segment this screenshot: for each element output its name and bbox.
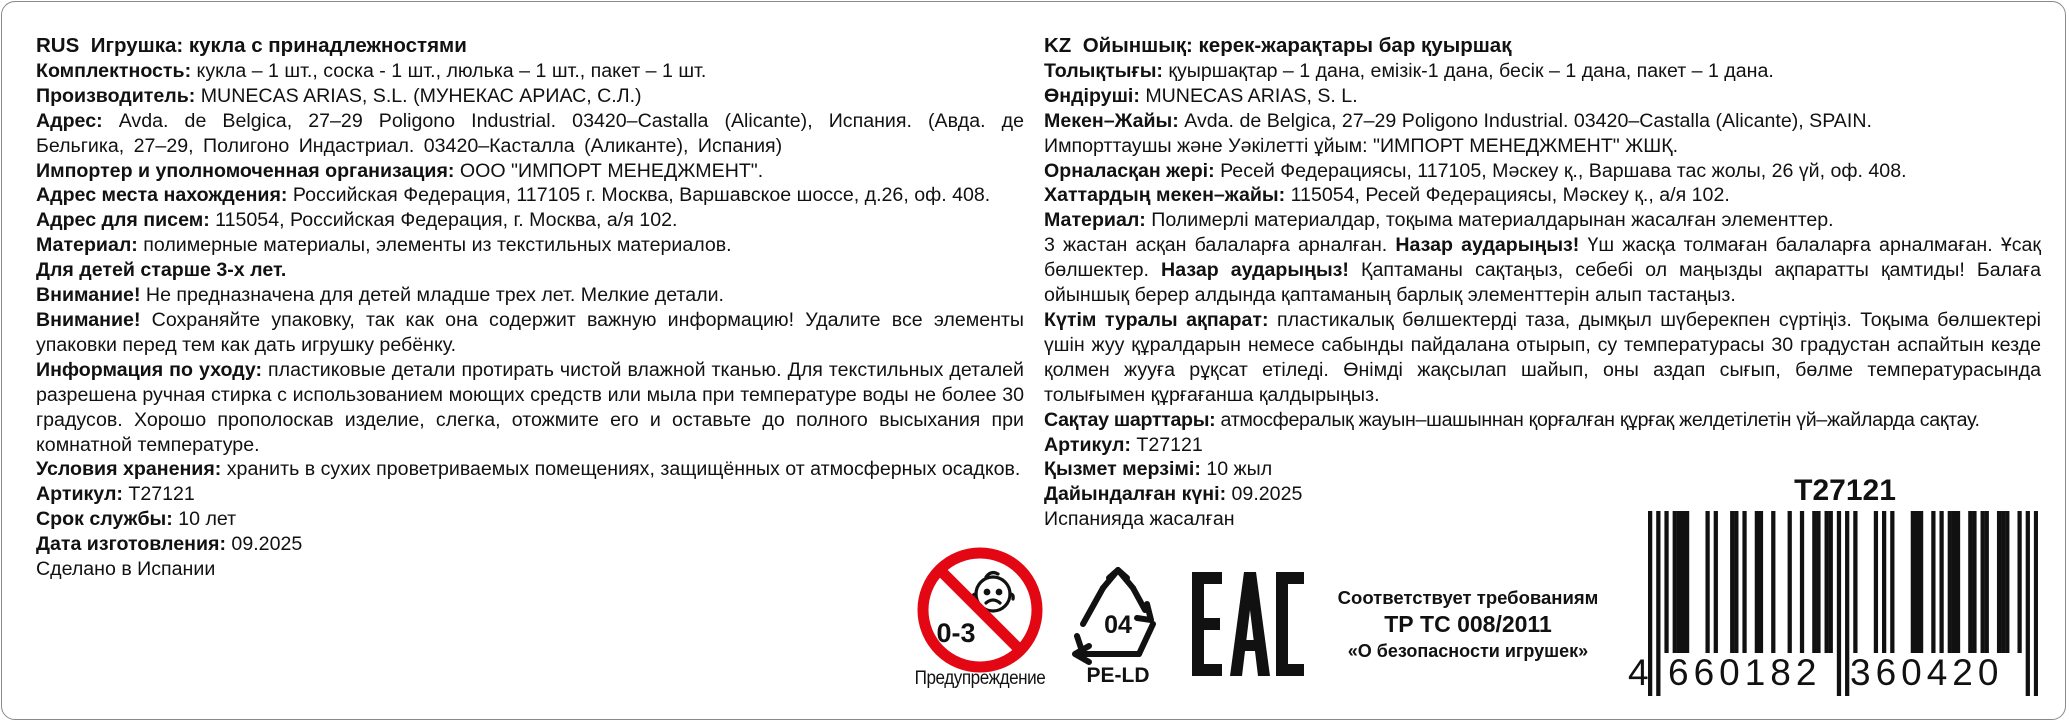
rus-location: Адрес места нахождения: Российская Федерация, 117105 г. Москва, Варшавское шоссе, д.26, оф. 408. <box>36 184 991 207</box>
conformity-line-3: «О безопасности игрушек» <box>1347 641 1589 661</box>
rus-age: Для детей старше 3-х лет. <box>36 259 287 282</box>
rus-importer: Импортер и уполномоченная организация: ООО "ИМПОРТ МЕНЕДЖМЕНТ". <box>36 159 764 182</box>
rus-date: Дата изготовления: 09.2025 <box>36 533 303 556</box>
barcode-bar <box>1915 511 1919 653</box>
barcode-bar <box>1956 511 1960 653</box>
rus-title: RUS Игрушка: кукла с принадлежностями <box>36 34 467 57</box>
barcode-bar <box>1874 511 1878 653</box>
recycle-material-label: PE-LD <box>1086 664 1150 687</box>
warning-label: Предупреждение <box>914 668 1046 689</box>
barcode-bar <box>1911 511 1915 653</box>
rus-storage: Условия хранения: хранить в сухих проветриваемых помещениях, защищённых от атмосферных осадков. <box>36 458 1021 481</box>
kz-storage: Сақтау шарттары: атмосфералық жауын–шашыннан қорғалған құрғақ желдетілетін үй–жайларда сақтау. <box>1044 408 1980 431</box>
barcode-bar <box>1882 511 1886 653</box>
barcode-digits-left: 660182 <box>1668 652 1822 693</box>
kz-importer: Импорттаушы және Уәкілетті ұйым: "ИМПОРТ МЕНЕДЖМЕНТ" ЖШҚ. <box>1044 134 1679 157</box>
barcode-bar <box>1734 511 1738 653</box>
barcode-bar <box>1677 511 1681 653</box>
rus-warning-1: Внимание! Не предназначена для детей младше трех лет. Мелкие детали. <box>36 284 724 307</box>
rus-address: Адрес: Avda. de Belgica, 27–29 Poligono Industrial. 03420–Castalla (Alicante), Испания. (Авда. де Бельгика, 27–29, Полигоно Индастриал. 03420–Касталла (Аликанте), Испания) <box>36 109 1024 157</box>
kz-address: Мекен–Жайы: Avda. de Belgica, 27–29 Poligono Industrial. 03420–Castalla (Alicante), SPAIN. <box>1044 109 1872 132</box>
eac-mark-icon <box>1190 570 1305 678</box>
barcode-bar <box>1948 511 1952 653</box>
barcode-bar <box>1825 511 1829 653</box>
kz-date: Дайындалған күні: 09.2025 <box>1044 483 1303 506</box>
barcode-bar <box>1968 511 1972 653</box>
barcode-bar <box>1812 511 1816 653</box>
barcode-bar <box>2005 511 2009 653</box>
rus-origin: Сделано в Испании <box>36 558 216 581</box>
rus-mail: Адрес для писем: 115054, Российская Федерация, г. Москва, а/я 102. <box>36 209 678 232</box>
barcode-bar <box>1837 511 1841 696</box>
barcode-bar <box>1952 511 1956 653</box>
kz-complect: Толықтығы: қуыршақтар – 1 дана, емізік-1 дана, бесік – 1 дана, пакет – 1 дана. <box>1044 59 1774 82</box>
kz-article: Артикул: T27121 <box>1044 433 1203 456</box>
barcode-bar <box>1985 511 1989 653</box>
barcode-digit-first: 4 <box>1628 652 1654 693</box>
barcode-bar <box>1771 511 1775 653</box>
barcode-bar <box>1931 511 1935 653</box>
barcode-bar <box>1681 511 1685 653</box>
barcode-bar <box>1997 511 2001 653</box>
barcode-bar <box>1939 511 1943 653</box>
barcode-bar <box>1800 511 1804 653</box>
kz-origin: Испанияда жасалған <box>1044 508 1235 531</box>
barcode-bar <box>1705 511 1709 653</box>
barcode-bar <box>1972 511 1976 653</box>
barcode-bar <box>1755 511 1759 653</box>
rus-care: Информация по уходу: пластиковые детали протирать чистой влажной тканью. Для текстильных деталей разрешена ручная стирка с использованием моющих средств или мыла при температуре воды не более 30 градусов. Хорошо прополоскав изделие, слегка, отожмите его и оставьте до полного высыхания при комнатной температуре. <box>36 358 1024 456</box>
age-range-text: 0-3 <box>936 618 976 648</box>
recycle-code: 04 <box>1104 611 1132 639</box>
barcode-bar <box>1714 511 1718 653</box>
kz-location: Орналасқан жері: Ресей Федерациясы, 117105, Мәскеу қ., Варшава тас жолы, 26 үй, оф. 408. <box>1044 159 1907 182</box>
barcode-bar <box>1664 511 1668 653</box>
rus-warning-2: Внимание! Сохраняйте упаковку, так как она содержит важную информацию! Удалите все элементы упаковки перед тем как дать игрушку ребёнку. <box>36 308 1024 356</box>
conformity-block <box>1318 586 1618 664</box>
barcode-bar <box>1981 511 1985 653</box>
rus-producer: Производитель: MUNECAS ARIAS, S.L. (МУНЕКАС АРИАС, С.Л.) <box>36 84 642 107</box>
kz-title: KZ Ойыншық: керек-жарақтары бар қуыршақ <box>1044 34 1512 57</box>
no-under-3-icon <box>916 546 1044 674</box>
barcode-article-title: T27121 <box>1794 474 1896 507</box>
barcode-bar <box>1730 511 1734 653</box>
rus-material: Материал: полимерные материалы, элементы из текстильных материалов. <box>36 234 732 257</box>
kz-producer: Өндіруші: MUNECAS ARIAS, S. L. <box>1044 84 1358 107</box>
barcode-bar <box>1788 511 1792 653</box>
rus-column <box>36 34 1024 582</box>
barcode-bar <box>1853 511 1857 653</box>
conformity-line-1: Соответствует требованиям <box>1337 587 1599 608</box>
barcode-bar <box>1742 511 1746 653</box>
barcode-bar <box>2017 511 2021 653</box>
kz-care: Күтім туралы ақпарат: пластикалық бөлшектерді таза, дымқыл шүберекпен сүртіңіз. Тоқыма бөлшектері үшін жуу құралдарын немесе сабынды пайдалана отырып, су температурасы 30 градустан аспайтын кезде қолмен жууға рұқсат етіледі. Өнімді жақсылап шайып, оны аздап сығып, бөлме температурасында толығымен құрғағанша қалдырыңыз. <box>1044 308 2041 406</box>
barcode-bar <box>1656 511 1660 696</box>
barcode-bar <box>2001 511 2005 653</box>
barcode-bar <box>1829 511 1833 653</box>
recycle-icon <box>1063 566 1173 666</box>
barcode-digits-right: 360420 <box>1850 652 2004 693</box>
rus-life: Срок службы: 10 лет <box>36 508 237 531</box>
kz-mail: Хаттардың мекен–жайы: 115054, Ресей Федерациясы, Мәскеу қ., а/я 102. <box>1044 184 1730 207</box>
barcode-bar <box>1759 511 1763 653</box>
barcode-bar <box>1816 511 1820 653</box>
kz-warnings: 3 жастан асқан балаларға арналған. Назар аударыңыз! Үш жасқа толмаған балаларға арналмаған. Ұсақ бөлшектер. Назар аударыңыз! Қаптаманы сақтаңыз, себебі ол маңызды ақпаратты қамтиды! Балаға ойыншық берер алдында қаптаманың барлық элементтерін алып тастаңыз. <box>1044 234 2041 307</box>
rus-article: Артикул: T27121 <box>36 483 195 506</box>
barcode-bar <box>1845 511 1849 696</box>
barcode-bar <box>2034 511 2038 696</box>
barcode-bar <box>1890 511 1894 653</box>
rus-complect: Комплектность: кукла – 1 шт., соска - 1 шт., люлька – 1 шт., пакет – 1 шт. <box>36 59 707 82</box>
conformity-line-2: ТР ТС 008/2011 <box>1384 611 1552 637</box>
barcode-bar <box>1673 511 1677 653</box>
kz-column <box>1044 34 2041 532</box>
barcode-bar <box>1919 511 1923 653</box>
barcode-bar <box>1685 511 1689 653</box>
kz-life: Қызмет мерзімі: 10 жыл <box>1044 458 1273 481</box>
kz-material: Материал: Полимерлі материалдар, тоқыма материалдарынан жасалған элементтер. <box>1044 209 1834 232</box>
barcode-bar <box>2026 511 2030 696</box>
